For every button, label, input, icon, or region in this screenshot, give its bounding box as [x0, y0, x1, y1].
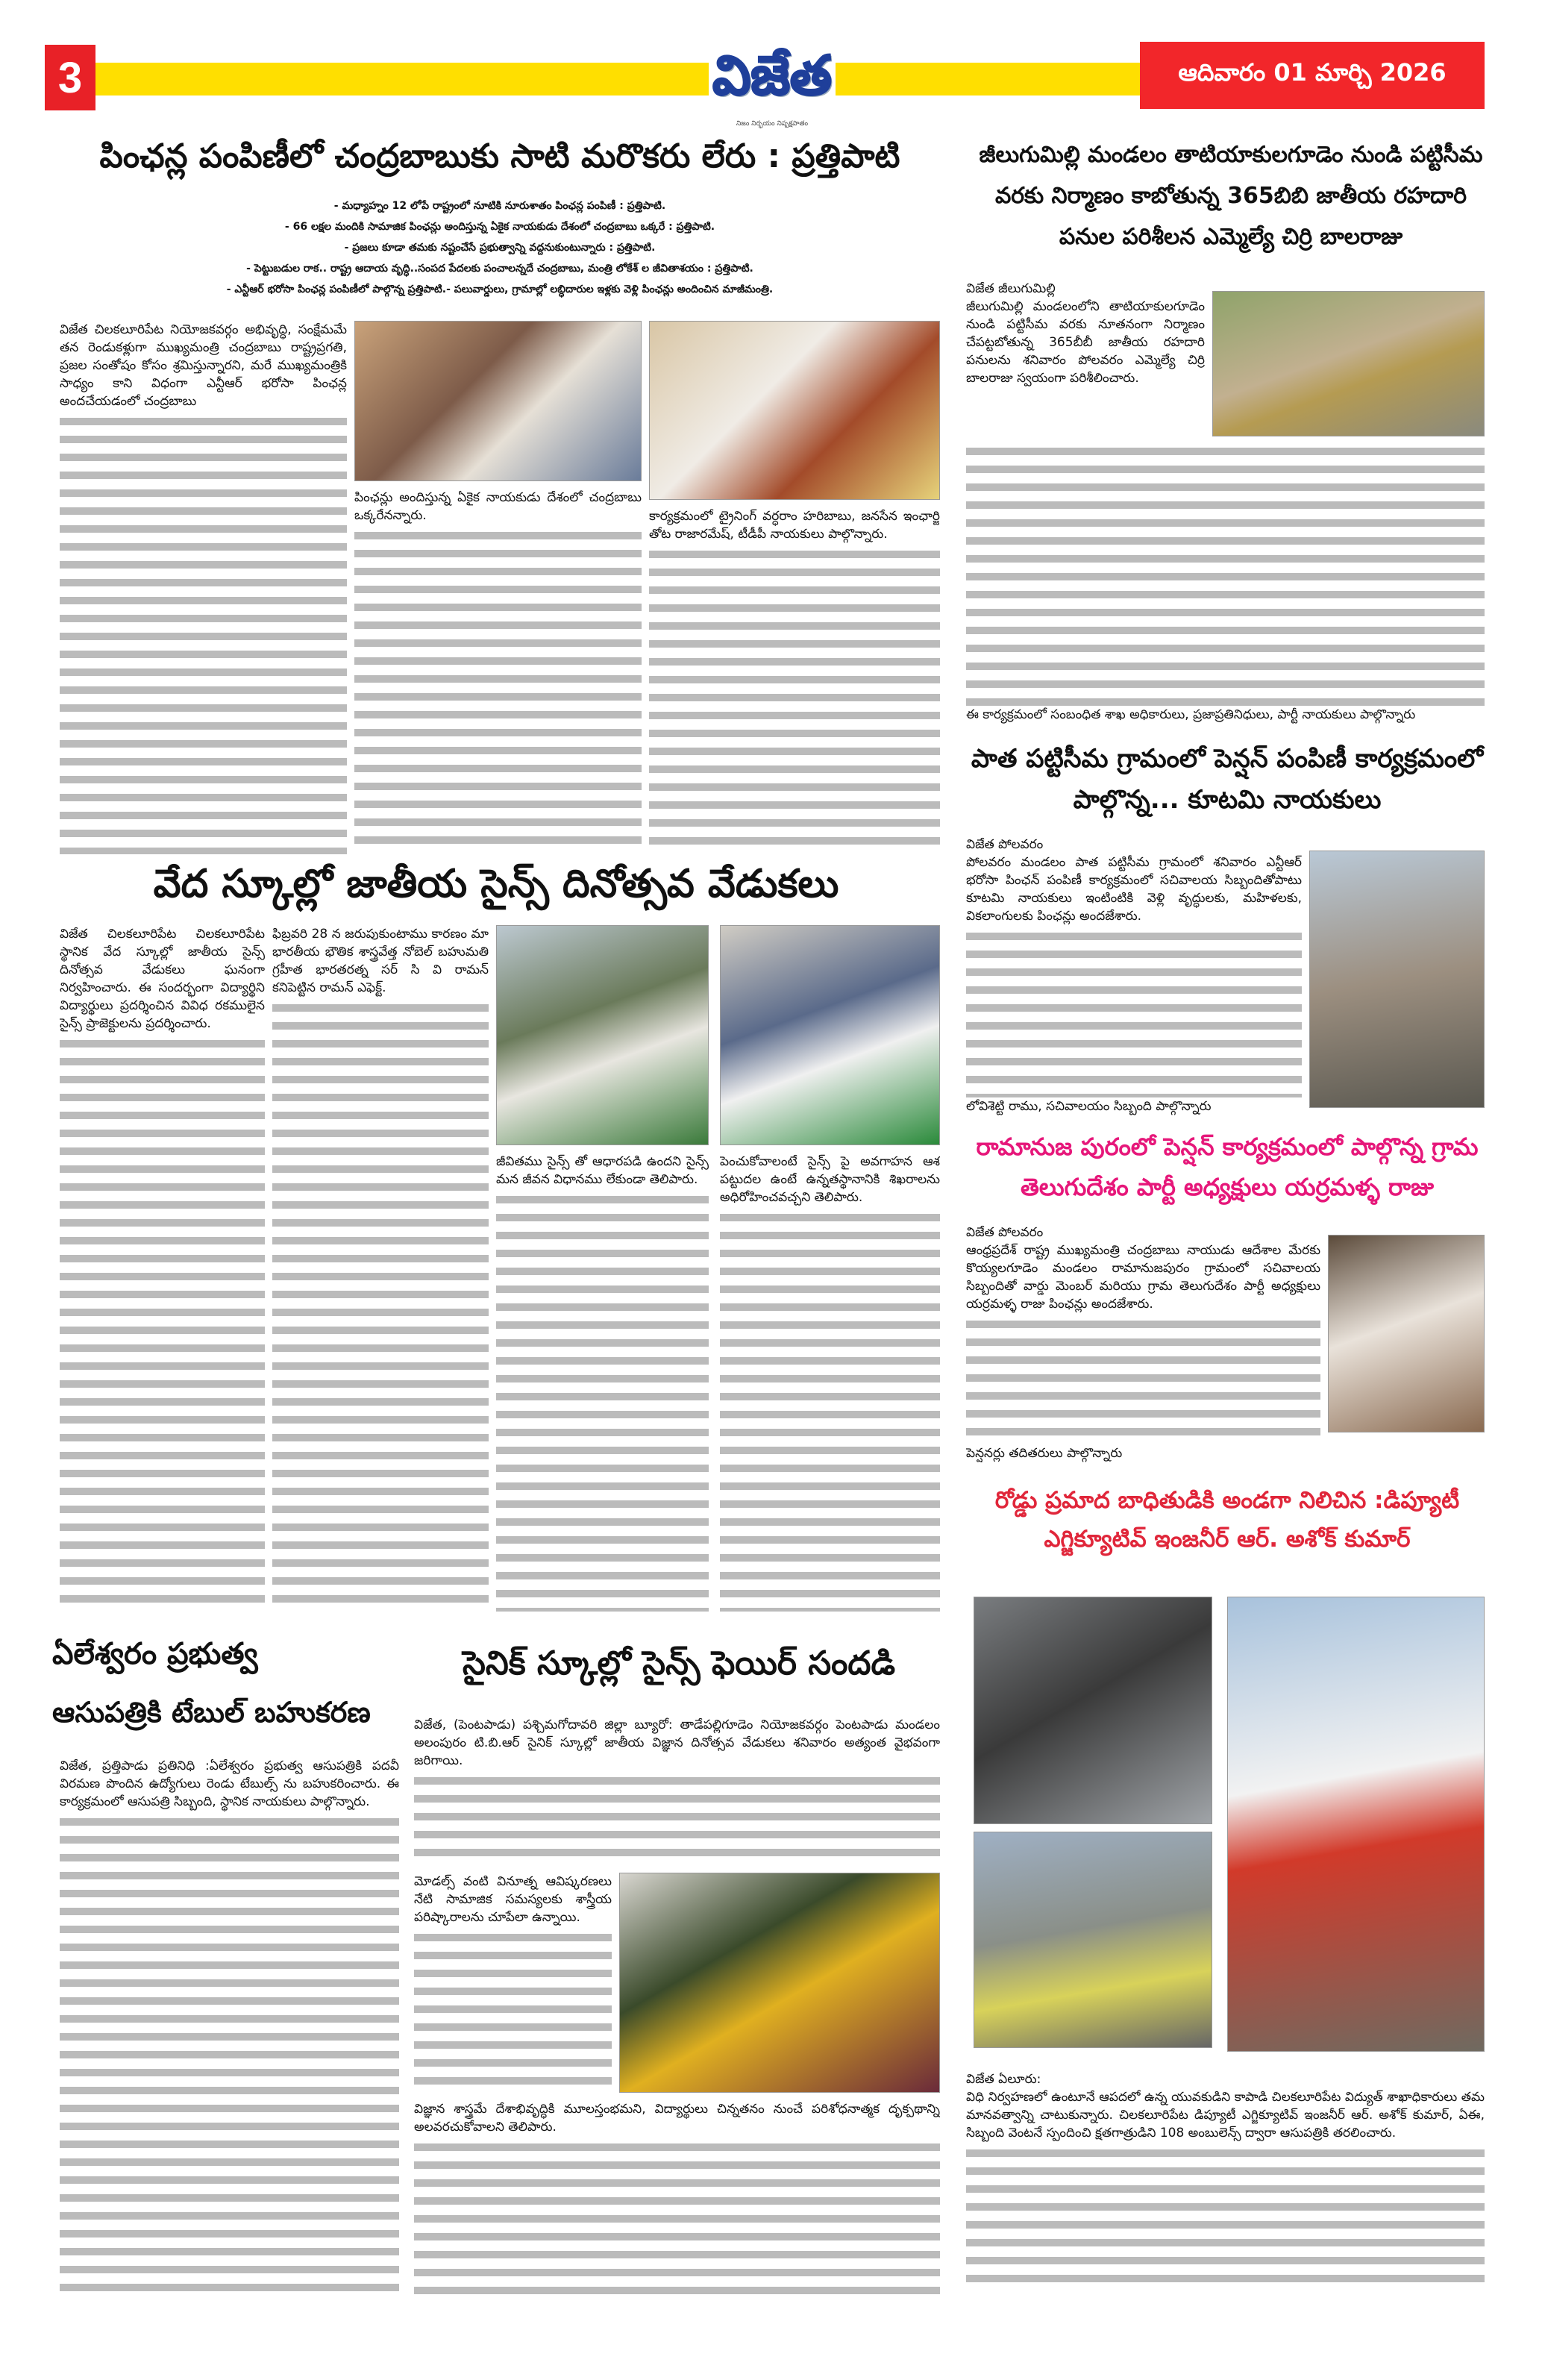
dateline: విజేత పోలవరం [966, 837, 1044, 852]
sainik-body-bottom [414, 2100, 940, 2298]
paragraph: జీవితము సైన్స్ తో ఆధారపడి ఉందని సైన్స్ మన జీవన విధానము లేకుండా తెలిపారు. [496, 1154, 709, 1187]
highway-photo [1212, 291, 1485, 436]
lead-body-col2 [354, 489, 642, 854]
pension-old-photo [1309, 851, 1485, 1108]
paragraph: విజేత, (పెంటపాడు) పశ్చిమగోదావరి జిల్లా బ్యూరో: తాడేపల్లిగూడెం నియోజకవర్గం పెంటపాడు మండలం అలంపురం టి.బి.ఆర్ సైనిక్ స్కూల్లో జాతీయ విజ్ఞాన దినోత్సవ వేడుకలు శనివారం అత్యంత వైభవంగా జరిగాయి. [414, 1717, 940, 1768]
paragraph: పెన్షనర్లు తదితరులు పాల్గొన్నారు [966, 1446, 1123, 1461]
paragraph: విజేత చిలకలూరిపేట నియోజకవర్గం అభివృద్ధి, సంక్షేమమే తన రెండుకళ్లుగా ముఖ్యమంత్రి చంద్రబాబు రాష్ట్రప్రగతి, ప్రజల సంతోషం కోసం శ్రమిస్తున్నారని, మరే ముఖ్యమంత్రికి సాధ్యం కాని విధంగా ఎన్టీఆర్ భరోసా పింఛన్ల అందచేయడంలో చంద్రబాబు [60, 322, 347, 409]
paragraph: పోలవరం మండలం పాత పట్టిసీమ గ్రామంలో శనివారం ఎన్టీఆర్ భరోసా పింఛన్ పంపిణీ కార్యక్రమంలో సచివాలయ సిబ్బందితోపాటు కూటమి నాయకులు ఇంటింటికి వెళ్లి వృద్ధులకు, మహిళలకు, వికలాంగులకు పింఛన్లు అందజేశారు. [966, 855, 1302, 924]
road-photo-ambulance [1227, 1597, 1485, 2052]
veda-headline: వేద స్కూల్లో జాతీయ సైన్స్ దినోత్సవ వేడుకలు [153, 862, 839, 906]
sainik-headline: సైనిక్ స్కూల్లో సైన్స్ ఫెయిర్ సందడి [462, 1644, 896, 1682]
lead-headline: పింఛన్ల పంపిణీలో చంద్రబాబుకు సాటి మరొకరు లేరు : ప్రత్తిపాటి [99, 137, 900, 175]
veda-photo-2 [720, 925, 940, 1145]
veda-body-col3 [496, 1153, 709, 1612]
lead-photo-2 [649, 321, 940, 500]
hospital-headline-1: ఏలేశ్వరం ప్రభుత్వ [52, 1637, 258, 1671]
masthead-bar-right [836, 63, 1140, 95]
newspaper-logo [709, 30, 836, 142]
page-number: 3 [45, 45, 95, 110]
subpoint: - ప్రజలు కూడా తమకు నష్టంచేసే ప్రభుత్వాన్ని వద్దనుకుంటున్నారు : ప్రత్తిపాటి. [344, 242, 656, 254]
hospital-body [60, 1757, 399, 2298]
paragraph: పెంచుకోవాలంటే సైన్స్ పై అవగాహన ఆశ పట్టుదల ఉంటే ఉన్నతస్థానానికి శిఖరాలను అధిరోహించవచ్చని తెలిపారు. [720, 1154, 940, 1205]
paragraph: ఆంధ్రప్రదేశ్ రాష్ట్ర ముఖ్యమంత్రి చంద్రబాబు నాయుడు ఆదేశాల మేరకు కొయ్యలగూడెం మండలం రామానుజపురం గ్రామంలో సచివాలయ సిబ్బందితో వార్డు మెంబర్ మరియు గ్రామ తెలుగుదేశం పార్టీ అధ్యక్షులు యర్రమళ్ళ రాజు పింఛన్లు అందజేశారు. [966, 1243, 1320, 1312]
lead-subpoints [52, 195, 947, 300]
sainik-body-top [414, 1716, 940, 1865]
paragraph: జీలుగుమిల్లి మండలంలోని తాటియాకులగూడెం నుండి పట్టిసీమ వరకు నూతనంగా నిర్మాణం చేపట్టబోతున్న 365బీబీ జాతీయ రహదారి పనులను శనివారం పోలవరం ఎమ్మెల్యే చిర్రి బాలరాజు స్వయంగా పరిశీలించారు. [966, 299, 1205, 386]
logo-wordmark: విజేత [712, 43, 832, 107]
paragraph: విజేత, ప్రత్తిపాడు ప్రతినిధి :ఏలేశ్వరం ప్రభుత్వ ఆసుపత్రికి పదవీ విరమణ పొందిన ఉద్యోగులు రెండు టేబుల్స్ ను బహుకరించారు. ఈ కార్యక్రమంలో ఆసుపత్రి సిబ్బంది, స్థానిక నాయకులు పాల్గొన్నారు. [60, 1759, 399, 1809]
road-photo-bike [974, 1597, 1212, 1824]
veda-body-col4 [720, 1153, 940, 1612]
paragraph: మోడల్స్ వంటి వినూత్న ఆవిష్కరణలు నేటి సామాజిక సమస్యలకు శాస్త్రీయ పరిష్కారాలను చూపేలా ఉన్నాయి. [414, 1874, 612, 1925]
veda-photo-1 [496, 925, 709, 1145]
paragraph: ఫిబ్రవరి 28 న జరుపుకుంటాము కారణం మా భారతీయ భౌతిక శాస్త్రవేత్త నోబెల్ బహుమతి గ్రహీత భారతరత్న సర్ సి వి రామన్ కనిపెట్టిన రామన్ ఎఫెక్ట్. [272, 927, 489, 995]
subpoint: - ఎన్టీఆర్ భరోసా పింఛన్ల పంపిణీలో పాల్గొన్న ప్రత్తిపాటి.- పలువార్డులు, గ్రామాల్లో లబ్ధిదారుల ఇళ్లకు వెళ్లి పింఛన్లు అందించిన మాజీమంత్రి. [226, 284, 774, 295]
road-photo-scene [974, 1832, 1212, 2048]
logo-tagline: నిజం నిర్భయం నిష్పక్షపాతం [736, 119, 809, 128]
dateline: విజేత జీలుగుమిల్లి [966, 281, 1056, 296]
subpoint: - మధ్యాహ్నం 12 లోపే రాష్ట్రంలో నూటికి నూరుశాతం పింఛన్ల పంపిణీ : ప్రత్తిపాటి. [333, 200, 666, 212]
road-body [966, 2070, 1485, 2290]
ramanuja-headline: రామానుజ పురంలో పెన్షన్ కార్యక్రమంలో పాల్గొన్న గ్రామ తెలుగుదేశం పార్టీ అధ్యక్షులు యర్రమళ్ళ రాజు [976, 1133, 1479, 1201]
paragraph: కార్యక్రమంలో ట్రైనింగ్ వర్ధరాం హరిబాబు, జనసేన ఇంఛార్జి తోట రాజారమేష్, టీడీపీ నాయకులు పాల్గొన్నారు. [649, 509, 940, 542]
paragraph: విజ్ఞాన శాస్త్రమే దేశాభివృద్ధికి మూలస్తంభమని, విద్యార్థులు చిన్నతనం నుంచే పరిశోధనాత్మక దృక్పథాన్ని అలవరచుకోవాలని తెలిపారు. [414, 2102, 940, 2135]
ramanuja-body [966, 1224, 1320, 1462]
lead-body-col3 [649, 507, 940, 854]
paragraph: పింఛన్లు అందిస్తున్న ఏకైక నాయకుడు దేశంలో చంద్రబాబు ఒక్కరేనన్నారు. [354, 490, 642, 523]
paragraph: విధి నిర్వహణలో ఉంటూనే ఆపదలో ఉన్న యువకుడిని కాపాడి చిలకలూరిపేట విద్యుత్ శాఖాధికారులు తమ మానవత్వాన్ని చాటుకున్నారు. చిలకలూరిపేట డిప్యూటీ ఎగ్జిక్యూటివ్ ఇంజనీర్ ఆర్. అశోక్ కుమార్, ఏఈ, సిబ్బంది వెంటనే స్పందించి క్షతగాత్రుడిని 108 అంబులెన్స్ ద్వారా ఆసుపత్రికి తరలించారు. [966, 2090, 1485, 2141]
pension-old-headline: పాత పట్టిసీమ గ్రామంలో పెన్షన్ పంపిణీ కార్యక్రమంలో పాల్గొన్న... కూటమి నాయకులు [971, 744, 1484, 815]
dateline: విజేత పోలవరం [966, 1225, 1044, 1240]
issue-date: ఆదివారం 01 మార్చి 2026 [1140, 42, 1485, 109]
hospital-headline-2: ఆసుపత్రికి టేబుల్ బహుకరణ [52, 1696, 371, 1729]
sainik-photo [619, 1873, 940, 2093]
ramanuja-photo [1328, 1235, 1485, 1432]
paragraph: విజేత చిలకలూరిపేట చిలకలూరిపేట స్థానిక వేద స్కూల్లో జాతీయ సైన్స్ దినోత్సవ వేడుకలు ఘనంగా నిర్వహించారు. ఈ సందర్భంగా విద్యార్థిని విద్యార్థులు ప్రదర్శించిన వివిధ రకములైన సైన్స్ ప్రాజెక్టులను ప్రదర్శించారు. [60, 927, 265, 1031]
pension-old-body [966, 836, 1302, 1115]
subpoint: - పెట్టుబడుల రాక.. రాష్ట్ర ఆదాయ వృద్ధి..సంపద పేదలకు పంచాలన్నదే చంద్రబాబు, మంత్రి లోకేశ్ ల జీవితాశయం : ప్రత్తిపాటి. [246, 263, 753, 275]
road-headline: రోడ్డు ప్రమాద బాధితుడికి అండగా నిలిచిన :డిప్యూటీ ఎగ్జిక్యూటివ్ ఇంజనీర్ ఆర్. అశోక్ కుమార్ [994, 1487, 1460, 1553]
paragraph: ఈ కార్యక్రమంలో సంబంధిత శాఖ అధికారులు, ప్రజాప్రతినిధులు, పార్టీ నాయకులు పాల్గొన్నారు [966, 707, 1416, 722]
highway-headline: జీలుగుమిల్లి మండలం తాటియాకులగూడెం నుండి పట్టిసీమ వరకు నిర్మాణం కాబోతున్న 365బిబి జాతీయ రహదారి పనుల పరిశీలన ఎమ్మెల్యే చిర్రి బాలరాజు [979, 142, 1483, 250]
lead-photo-1 [354, 321, 642, 481]
highway-body-col [966, 280, 1205, 436]
sainik-body-col [414, 1873, 612, 2089]
highway-body-wide [966, 440, 1485, 724]
veda-body-col1 [60, 925, 265, 1612]
paragraph: లోవిశెట్టి రాము, సచివాలయం సిబ్బంది పాల్గొన్నారు [966, 1099, 1212, 1114]
veda-body-col2 [272, 925, 489, 1612]
lead-body-col1 [60, 321, 347, 854]
dateline: విజేత ఏలూరు: [966, 2072, 1041, 2087]
masthead-bar-left [95, 63, 709, 95]
subpoint: - 66 లక్షల మందికి సామాజిక పింఛన్లు అందిస్తున్న ఏకైక నాయకుడు దేశంలో చంద్రబాబు ఒక్కరే : ప్రత్తిపాటి. [284, 221, 715, 233]
